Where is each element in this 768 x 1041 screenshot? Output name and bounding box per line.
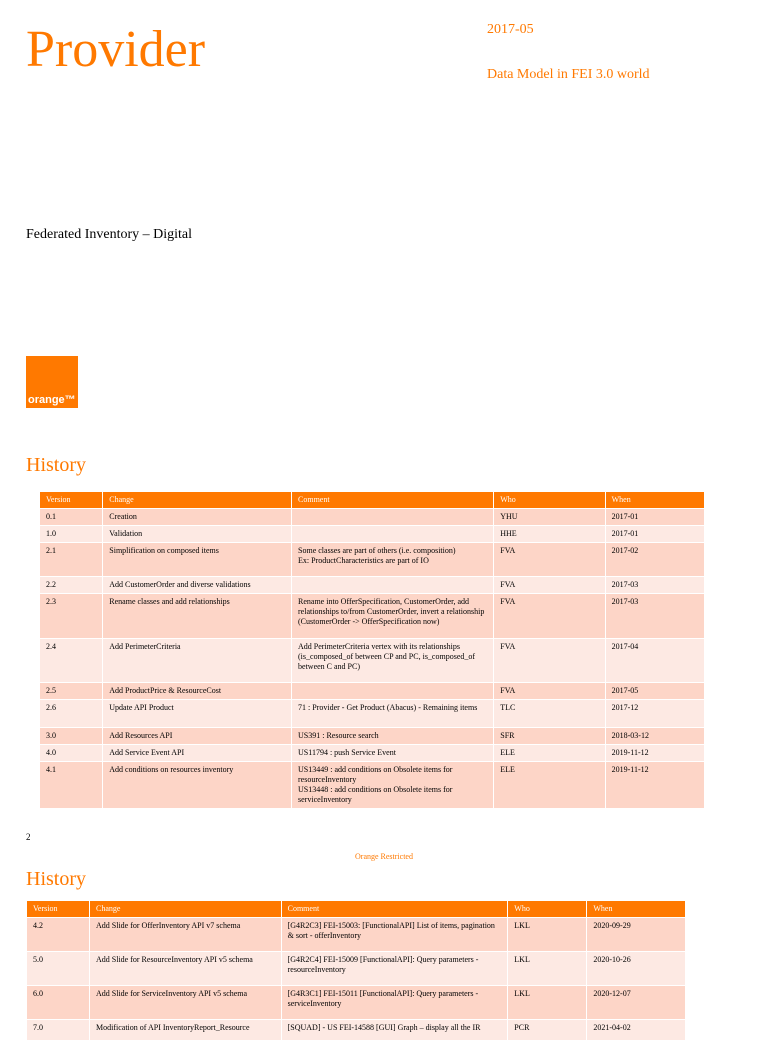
cell-when: 2020-12-07 <box>587 986 685 1019</box>
cell-comment: US391 : Resource search <box>292 728 493 744</box>
page-title: Provider <box>26 21 206 78</box>
cell-who: FVA <box>494 577 604 593</box>
cell-who: ELE <box>494 745 604 761</box>
cell-change: Update API Product <box>103 700 291 727</box>
cell-comment <box>292 683 493 699</box>
cell-version: 4.0 <box>40 745 102 761</box>
cell-who: FVA <box>494 594 604 638</box>
page-number: 2 <box>26 832 31 842</box>
cell-comment: [SQUAD] - US FEI-14588 [GUI] Graph – display all the IR <box>282 1020 508 1040</box>
table-row <box>40 700 704 727</box>
cell-change: Validation <box>103 526 291 542</box>
cell-when: 2017-02 <box>606 543 704 576</box>
table-row <box>40 762 704 808</box>
history-table <box>39 491 705 809</box>
table-row <box>40 728 704 744</box>
cell-comment: [G4R2C4] FEI-15009 [FunctionalAPI]: Query parameters - resourceInventory <box>282 952 508 985</box>
logo-text: orange™ <box>28 394 76 406</box>
cell-comment <box>292 509 493 525</box>
cell-who: YHU <box>494 509 604 525</box>
cell-change: Add ProductPrice & ResourceCost <box>103 683 291 699</box>
cell-who: FVA <box>494 639 604 682</box>
cell-comment: Add PerimeterCriteria vertex with its relationships (is_composed_of between CP and PC, is_composed_of between C and PC) <box>292 639 493 682</box>
table-row <box>40 509 704 525</box>
table-row <box>40 543 704 576</box>
cell-who: LKL <box>508 918 586 951</box>
cell-change: Simplification on composed items <box>103 543 291 576</box>
cell-when: 2017-04 <box>606 639 704 682</box>
cell-change: Add CustomerOrder and diverse validations <box>103 577 291 593</box>
cell-version: 3.0 <box>40 728 102 744</box>
cell-version: 2.3 <box>40 594 102 638</box>
cell-version: 2.5 <box>40 683 102 699</box>
column-header: Comment <box>282 901 508 917</box>
cell-change: Add Service Event API <box>103 745 291 761</box>
column-header: Who <box>508 901 586 917</box>
column-header: Comment <box>292 492 493 508</box>
column-header: Who <box>494 492 604 508</box>
cell-change: Add conditions on resources inventory <box>103 762 291 808</box>
column-header: Change <box>90 901 281 917</box>
cell-change: Add PerimeterCriteria <box>103 639 291 682</box>
cell-who: LKL <box>508 952 586 985</box>
cell-comment: [G4R3C1] FEI-15011 [FunctionalAPI]: Query parameters - serviceInventory <box>282 986 508 1019</box>
table-row <box>40 683 704 699</box>
cell-version: 1.0 <box>40 526 102 542</box>
column-header: When <box>606 492 704 508</box>
history-title: History <box>26 454 86 476</box>
cell-when: 2020-10-26 <box>587 952 685 985</box>
cell-comment: 71 : Provider - Get Product (Abacus) - Remaining items <box>292 700 493 727</box>
column-header: Version <box>40 492 102 508</box>
cell-version: 0.1 <box>40 509 102 525</box>
cell-comment: Some classes are part of others (i.e. composition) Ex: ProductCharacteristics are part of IO <box>292 543 493 576</box>
cell-who: FVA <box>494 543 604 576</box>
cell-when: 2017-01 <box>606 509 704 525</box>
table-row <box>40 639 704 682</box>
table-row <box>27 1020 685 1040</box>
cell-when: 2017-01 <box>606 526 704 542</box>
cell-version: 5.0 <box>27 952 89 985</box>
orange-logo <box>26 356 78 408</box>
cell-change: Creation <box>103 509 291 525</box>
table-row <box>27 952 685 985</box>
cell-when: 2017-03 <box>606 577 704 593</box>
cell-who: HHE <box>494 526 604 542</box>
cell-version: 2.1 <box>40 543 102 576</box>
cell-who: TLC <box>494 700 604 727</box>
cell-version: 2.2 <box>40 577 102 593</box>
cell-comment <box>292 526 493 542</box>
cell-who: PCR <box>508 1020 586 1040</box>
cell-change: Add Slide for ServiceInventory API v5 schema <box>90 986 281 1019</box>
cell-change: Rename classes and add relationships <box>103 594 291 638</box>
cell-change: Add Resources API <box>103 728 291 744</box>
table-row <box>40 577 704 593</box>
cell-version: 4.2 <box>27 918 89 951</box>
cell-when: 2019-11-12 <box>606 762 704 808</box>
cell-when: 2020-09-29 <box>587 918 685 951</box>
cell-when: 2021-04-02 <box>587 1020 685 1040</box>
cell-version: 6.0 <box>27 986 89 1019</box>
table-row <box>27 986 685 1019</box>
table-header-row <box>40 492 704 508</box>
column-header: Version <box>27 901 89 917</box>
cell-who: SFR <box>494 728 604 744</box>
history-title-2: History <box>26 868 86 890</box>
cell-version: 2.4 <box>40 639 102 682</box>
cell-who: LKL <box>508 986 586 1019</box>
cell-comment: Rename into OfferSpecification, CustomerOrder, add relationships to/from CustomerOrder, invert a relationship (CustomerOrder -> OfferSpecification now) <box>292 594 493 638</box>
table-row <box>40 745 704 761</box>
table-header-row <box>27 901 685 917</box>
cell-comment <box>292 577 493 593</box>
classification-footer: Orange Restricted <box>355 852 413 861</box>
history-table-2 <box>26 900 686 1041</box>
cell-when: 2019-11-12 <box>606 745 704 761</box>
cell-version: 2.6 <box>40 700 102 727</box>
table-row <box>40 594 704 638</box>
document-description: Federated Inventory – Digital <box>26 227 193 242</box>
cell-change: Add Slide for ResourceInventory API v5 schema <box>90 952 281 985</box>
table-row <box>27 918 685 951</box>
cell-who: FVA <box>494 683 604 699</box>
cell-comment: US13449 : add conditions on Obsolete items for resourceInventory US13448 : add conditions on Obsolete items for serviceInventory <box>292 762 493 808</box>
document-subtitle: Data Model in FEI 3.0 world <box>487 67 650 82</box>
cell-when: 2018-03-12 <box>606 728 704 744</box>
cell-comment: [G4R2C3] FEI-15003: [FunctionalAPI] List of items, pagination & sort - offerInventory <box>282 918 508 951</box>
cell-change: Modification of API InventoryReport_Resource <box>90 1020 281 1040</box>
cell-comment: US11794 : push Service Event <box>292 745 493 761</box>
column-header: Change <box>103 492 291 508</box>
cell-when: 2017-12 <box>606 700 704 727</box>
document-date: 2017-05 <box>487 22 534 37</box>
cell-when: 2017-03 <box>606 594 704 638</box>
cell-change: Add Slide for OfferInventory API v7 schema <box>90 918 281 951</box>
column-header: When <box>587 901 685 917</box>
table-row <box>40 526 704 542</box>
cell-version: 7.0 <box>27 1020 89 1040</box>
cell-when: 2017-05 <box>606 683 704 699</box>
cell-version: 4.1 <box>40 762 102 808</box>
cell-who: ELE <box>494 762 604 808</box>
